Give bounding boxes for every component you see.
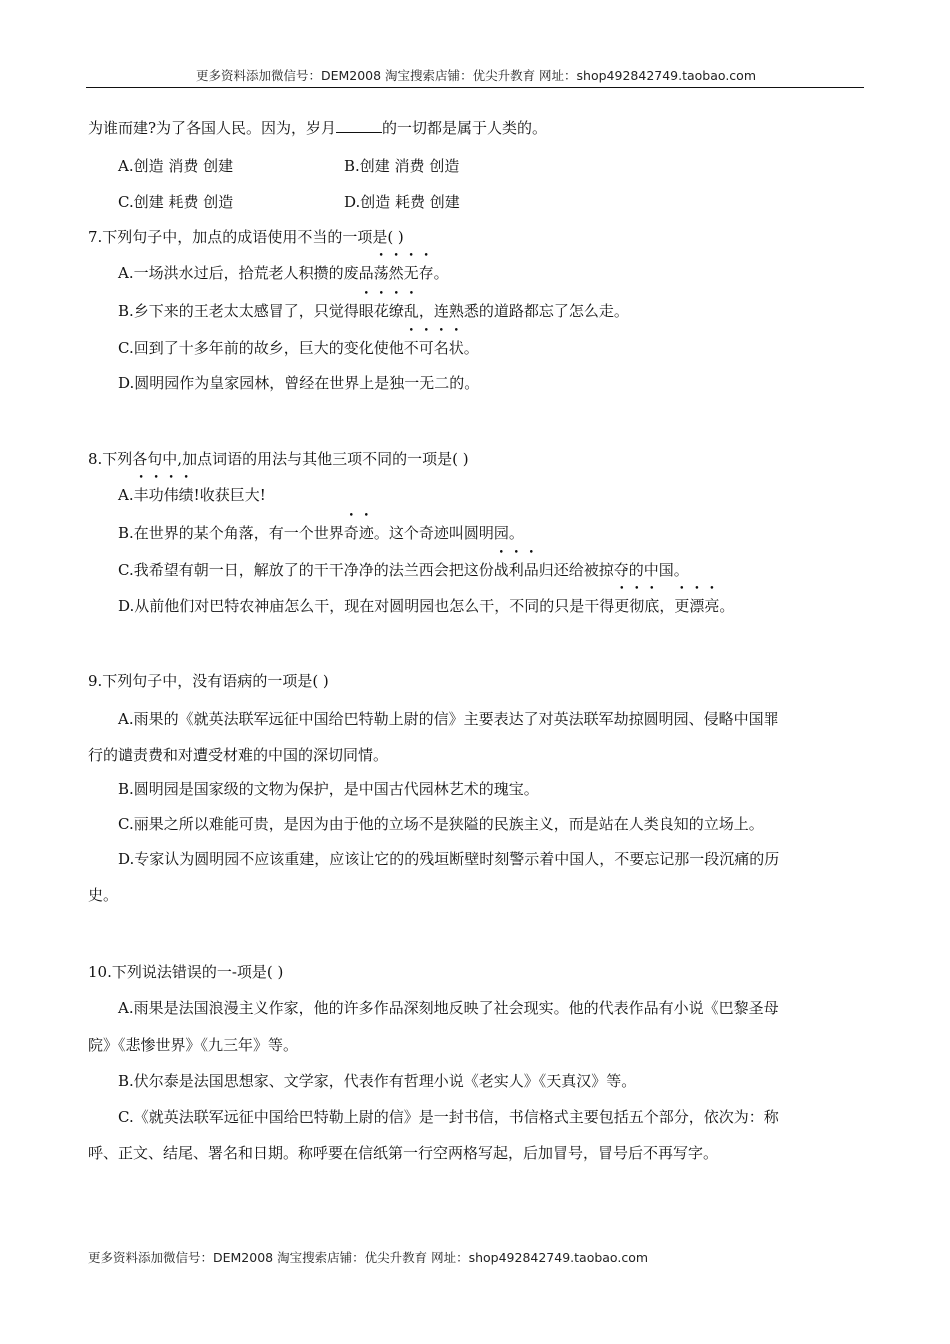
q10-option-c-line1: C.《就英法联军远征中国给巴特勒上尉的信》是一封书信，书信格式主要包括五个部分，依次为：称	[118, 1108, 779, 1126]
q6-option-a: A.创造 消费 创建	[118, 157, 234, 175]
q7-b-text2: ，连熟悉的道路都忘了怎么走。	[418, 302, 629, 320]
q6-option-b: B.创建 消费 创造	[344, 157, 460, 175]
q8-d-text2: ，	[659, 597, 675, 615]
emphasis-char: 存	[418, 264, 434, 282]
emphasis-char: 绩	[178, 486, 194, 504]
emphasis-char: 品	[523, 561, 539, 579]
emphasis-char: 不	[403, 339, 419, 357]
q8-d-text1: D.从前他们对巴特农神庙怎么干，现在对圆明园也怎么干，不同的只是干得	[118, 597, 615, 615]
q7-a-text2: 。	[433, 264, 449, 282]
emphasis-char: 无	[403, 264, 419, 282]
q10-option-c-line2: 呼、正文、结尾、署名和日期。称呼要在信纸第一行空两格写起，后加冒号，冒号后不再写字。	[88, 1144, 719, 1162]
emphasis-char: 亮	[704, 597, 720, 615]
q9-option-d-line2: 史。	[88, 886, 119, 904]
q6-option-d: D.创造 耗费 创建	[344, 193, 460, 211]
q8-c-dotted	[494, 561, 539, 579]
q8-a-prefix: A.	[118, 486, 134, 504]
q9-option-a-line1: A.雨果的《就英法联军远征中国给巴特勒上尉的信》主要表达了对英法联军劫掠圆明园、侵略中国罪	[118, 710, 779, 728]
emphasis-char: 可	[418, 339, 434, 357]
emphasis-char: 更	[614, 597, 630, 615]
emphasis-char: 荡	[373, 264, 389, 282]
q7-stem: 7.下列句子中，加点的成语使用不当的一项是( )	[88, 228, 404, 246]
q8-c-text2: 归还给被掠夺的中国。	[538, 561, 689, 579]
q9-stem: 9.下列句子中，没有语病的一项是( )	[88, 672, 329, 690]
emphasis-char: 乱	[403, 302, 419, 320]
q9-option-c: C.丽果之所以难能可贵，是因为由于他的立场不是狭隘的民族主义，而是站在人类良知的立场上。	[118, 815, 764, 833]
emphasis-char: 更	[674, 597, 690, 615]
q6-stem-b: 的一切都是属于人类的。	[382, 119, 548, 137]
q7-option-d: D.圆明园作为皇家园林，曾经在世界上是独一无二的。	[118, 374, 480, 392]
q8-d-text3: 。	[719, 597, 735, 615]
emphasis-char: 迹	[358, 524, 374, 542]
q8-b-dotted	[344, 524, 374, 542]
q8-d-dotted-1	[614, 597, 659, 615]
q7-c-dotted	[404, 339, 464, 357]
page-footer: 更多资料添加微信号：DEM2008 淘宝搜索店铺：优尖升教育 网址：shop492842749.taobao.com	[88, 1250, 649, 1265]
emphasis-char: 缭	[388, 302, 404, 320]
q8-d-dotted-2	[674, 597, 719, 615]
q8-option-c	[118, 560, 689, 580]
q7-b-dotted	[359, 302, 419, 320]
emphasis-char: 名	[433, 339, 449, 357]
q7-a-text1: A.一场洪水过后，拾荒老人积攒的废品	[118, 264, 374, 282]
q7-a-dotted	[374, 264, 434, 282]
q6-stem-a: 为谁而建?为了各国人民。因为，岁月	[88, 119, 337, 137]
emphasis-char: 漂	[689, 597, 705, 615]
emphasis-char: 功	[148, 486, 164, 504]
emphasis-char: 彻	[629, 597, 645, 615]
q10-option-a-line2: 院》《悲惨世界》《九三年》等。	[88, 1036, 299, 1054]
q7-option-b	[118, 301, 629, 321]
q8-c-text1: C.我希望有朝一日，解放了的干干净净的法兰西会把这份	[118, 561, 494, 579]
q6-stem	[88, 118, 547, 138]
q8-a-dotted	[134, 486, 194, 504]
q7-option-a	[118, 263, 449, 283]
emphasis-char: 花	[373, 302, 389, 320]
header-divider	[86, 87, 864, 88]
q8-b-text1: B.在世界的某个角落，有一个世界	[118, 524, 344, 542]
q8-option-a	[118, 485, 266, 505]
emphasis-char: 眼	[358, 302, 374, 320]
q7-c-text2: 。	[463, 339, 479, 357]
emphasis-char: 战	[493, 561, 509, 579]
q7-b-text1: B.乡下来的王老太太感冒了，只觉得	[118, 302, 359, 320]
page-header: 更多资料添加微信号：DEM2008 淘宝搜索店铺：优尖升教育 网址：shop492842749.taobao.com	[195, 68, 757, 83]
q8-b-text2: 。这个奇迹叫圆明园。	[373, 524, 524, 542]
q9-option-b: B.圆明园是国家级的文物为保护，是中国古代园林艺术的瑰宝。	[118, 780, 539, 798]
q8-stem: 8.下列各句中,加点词语的用法与其他三项不同的一项是( )	[88, 450, 469, 468]
q6-option-c: C.创建 耗费 创造	[118, 193, 234, 211]
emphasis-char: 然	[388, 264, 404, 282]
emphasis-char: 奇	[343, 524, 359, 542]
emphasis-char: 状	[448, 339, 464, 357]
emphasis-char: 底	[644, 597, 660, 615]
q8-option-b	[118, 523, 524, 543]
q8-option-d	[118, 596, 734, 616]
q7-c-text1: C.回到了十多年前的故乡，巨大的变化使他	[118, 339, 404, 357]
emphasis-char: 伟	[163, 486, 179, 504]
q10-option-a-line1: A.雨果是法国浪漫主义作家，他的许多作品深刻地反映了社会现实。他的代表作品有小说《巴黎圣母	[118, 999, 779, 1017]
q10-stem: 10.下列说法错误的一-项是( )	[88, 963, 284, 981]
q10-option-b: B.伏尔泰是法国思想家、文学家，代表作有哲理小说《老实人》《天真汉》等。	[118, 1072, 637, 1090]
q9-option-d-line1: D.专家认为圆明园不应该重建，应该让它的的残垣断壁时刻警示着中国人，不要忘记那一段沉痛的历	[118, 850, 780, 868]
emphasis-char: 丰	[133, 486, 149, 504]
q9-option-a-line2: 行的谴责费和对遭受材难的中国的深切同情。	[88, 746, 389, 764]
emphasis-char: 利	[508, 561, 524, 579]
q7-option-c	[118, 338, 479, 358]
q6-blank	[336, 118, 382, 133]
q8-a-text: !收获巨大!	[193, 486, 266, 504]
